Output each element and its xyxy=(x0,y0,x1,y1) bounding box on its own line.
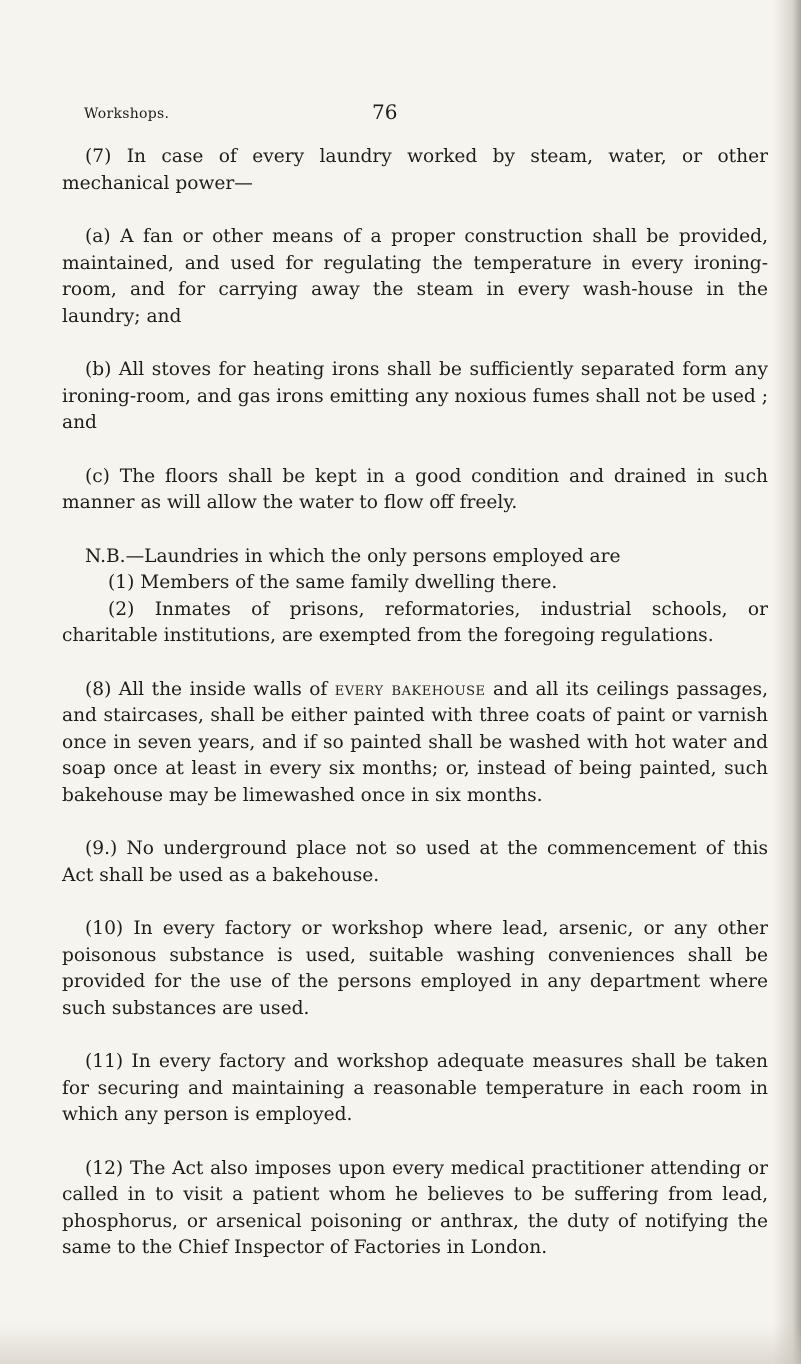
paragraph-7a: (a) A fan or other means of a proper construction shall be provided, maintained, and used for regulating the temperature in every ironing-room, and for carrying away the steam in every wash-house in the laundry; and xyxy=(62,226,768,327)
nb-item-2: (2) Inmates of prisons, reformatories, industrial schools, or charitable institutions, are exempted from the foregoing regulations. xyxy=(62,598,768,646)
paragraph-12: (12) The Act also imposes upon every medical practitioner attending or called in to visit a patient whom he believes to be suffering from lead, phosphorus, or arsenical poisoning or anthrax, the duty of notifying the same to the Chief Inspector of Factories in London. xyxy=(62,1157,768,1258)
paragraph-11: (11) In every factory and workshop adequate measures shall be taken for securing and maintaining a reasonable temperature in each room in which any person is employed. xyxy=(62,1051,768,1125)
nb-intro: N.B.—Laundries in which the only persons employed are xyxy=(85,545,621,567)
body-text xyxy=(62,144,768,1262)
page-edge-shadow xyxy=(773,0,801,1364)
nb-item-1: (1) Members of the same family dwelling there. xyxy=(108,572,558,593)
paragraph-9: (9.) No underground place not so used at the commencement of this Act shall be used as a bakehouse. xyxy=(62,838,768,886)
page-number: 76 xyxy=(372,100,398,124)
paragraph-8-end: and all its ceilings passages, and staircases, shall be either painted with three coats of paint or varnish once in seven years, and if so painted shall be washed with hot water and soap once at least in every six months; or, instead of being painted, such bakehouse may be limewashed once in six months. xyxy=(62,678,768,806)
paragraph-8-small-caps: every bakehouse xyxy=(334,678,486,700)
paragraph-7b: (b) All stoves for heating irons shall be sufficiently separated form any ironing-room, and gas irons emitting any noxious fumes shall not be used ; and xyxy=(62,359,768,433)
paragraph-10: (10) In every factory or workshop where lead, arsenic, or any other poisonous substance is used, suitable washing conveniences shall be provided for the use of the persons employed in any department where such substances are used. xyxy=(62,918,768,1019)
paragraph-7c: (c) The floors shall be kept in a good condition and drained in such manner as will allow the water to flow off freely. xyxy=(62,465,768,513)
running-head: Workshops. xyxy=(84,106,170,122)
paragraph-8 xyxy=(62,677,768,810)
paragraph-8-start: (8) All the inside walls of xyxy=(85,678,335,700)
page-header xyxy=(84,100,764,130)
paragraph-7: (7) In case of every laundry worked by steam, water, or other mechanical power— xyxy=(62,146,768,194)
page-bottom-shadow xyxy=(0,1324,801,1364)
